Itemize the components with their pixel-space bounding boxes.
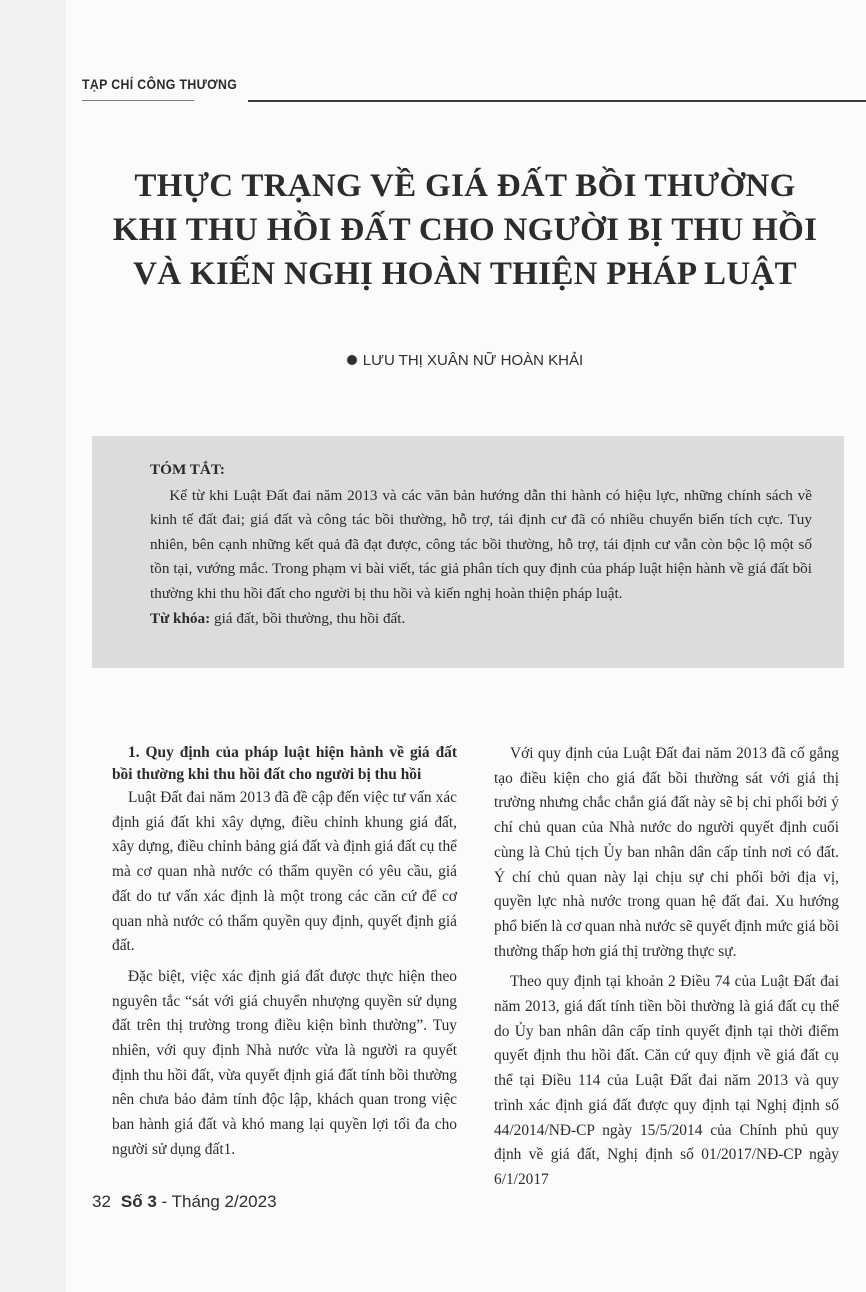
abstract-content (150, 458, 812, 631)
keywords-line (150, 607, 812, 632)
issue-date: - Tháng 2/2023 (156, 1192, 277, 1211)
keywords-text: giá đất, bồi thường, thu hồi đất. (210, 609, 406, 627)
paragraph: Theo quy định tại khoản 2 Điều 74 của Luật Đất đai năm 2013, giá đất tính tiền bồi thường là giá đất cụ thể do Ủy ban nhân dân cấp tỉnh quyết định tại thời điểm quyết định thu hồi đất. Căn cứ quy định về giá đất cụ thể tại Điều 114 của Luật Đất đai năm 2013 và quy trình xác định giá đất được quy định tại Nghị định số 44/2014/NĐ-CP ngày 15/5/2014 của Chính phủ quy định về giá đất, Nghị định số 01/2017/NĐ-CP ngày 6/1/2017 (494, 973, 839, 1188)
column-left (112, 742, 457, 1169)
paragraph: Luật Đất đai năm 2013 đã đề cập đến việc tư vấn xác định giá đất khi xây dựng, điều chỉnh khung giá đất, xây dựng, điều chỉnh bảng giá đất và định giá đất cụ thể mà cơ quan nhà nước có thẩm quyền có yêu cầu, giá đất do tư vấn xác định là một trong các căn cứ để cơ quan nhà nước có thẩm quyền quy định, quyết định giá đất. (112, 789, 457, 955)
title-line-1: THỰC TRẠNG VỀ GIÁ ĐẤT BỒI THƯỜNG (134, 168, 796, 204)
paragraph: Với quy định của Luật Đất đai năm 2013 đã cố gắng tạo điều kiện cho giá đất bồi thường sát với giá thị trường nhưng chắc chắn giá đất này sẽ bị chi phối bởi ý chí chủ quan của Nhà nước do người quyết định cuối cùng là Chủ tịch Ủy ban nhân dân cấp tỉnh nơi có đất. Ý chí chủ quan này lại chịu sự chi phối bởi địa vị, quyền lực nhà nước trong quan hệ đất đai. Xu hướng phổ biến là cơ quan nhà nước sẽ quyết định mức giá bồi thường thấp hơn giá thị trường thực sự. (494, 745, 839, 960)
article-title (90, 164, 840, 296)
section-1-heading: 1. Quy định của pháp luật hiện hành về giá đất bồi thường khi thu hồi đất cho người bị thu hồi (112, 744, 457, 783)
title-line-2: KHI THU HỒI ĐẤT CHO NGƯỜI BỊ THU HỒI (112, 212, 818, 248)
keywords-label: Từ khóa: (150, 609, 211, 627)
column-right (494, 742, 839, 1199)
paragraph: Đặc biệt, việc xác định giá đất được thực hiện theo nguyên tắc “sát với giá chuyển nhượng quyền sử dụng đất trên thị trường trong điều kiện bình thường”. Tuy nhiên, với quy định Nhà nước vừa là người ra quyết định thu hồi đất, vừa quyết định giá đất tính bồi thường nên chưa bảo đảm tính độc lập, khách quan trong việc ban hành giá đất và khó mang lại quyền lợi tối đa cho người sử dụng đất1. (112, 967, 457, 1158)
author-line (90, 352, 840, 369)
page-footer (92, 1192, 277, 1212)
abstract-text (150, 484, 812, 607)
header-rule-short (82, 100, 194, 101)
abstract-box (92, 436, 844, 668)
title-line-3: VÀ KIẾN NGHỊ HOÀN THIỆN PHÁP LUẬT (133, 256, 797, 292)
page-number: 32 (92, 1192, 111, 1211)
abstract-label: TÓM TẮT: (150, 461, 225, 478)
abstract-body: Kể từ khi Luật Đất đai năm 2013 và các văn bản hướng dẫn thi hành có hiệu lực, những chính sách về kinh tế đất đai; giá đất và công tác bồi thường, hỗ trợ, tái định cư đã có nhiều chuyển biến tích cực. Tuy nhiên, bên cạnh những kết quả đã đạt được, công tác bồi thường, hỗ trợ, tái định cư vẫn còn bộc lộ một số tồn tại, vướng mắc. Trong phạm vi bài viết, tác giả phân tích quy định của pháp luật hiện hành về giá đất bồi thường khi thu hồi đất cho người bị thu hồi và kiến nghị hoàn thiện pháp luật. (150, 486, 812, 602)
bullet-icon (347, 355, 357, 365)
author-name: LƯU THỊ XUÂN NỮ HOÀN KHẢI (362, 352, 584, 369)
header-rule (248, 100, 866, 102)
journal-header: TẠP CHÍ CÔNG THƯƠNG (82, 76, 238, 92)
issue-number: Số 3 (120, 1192, 157, 1211)
